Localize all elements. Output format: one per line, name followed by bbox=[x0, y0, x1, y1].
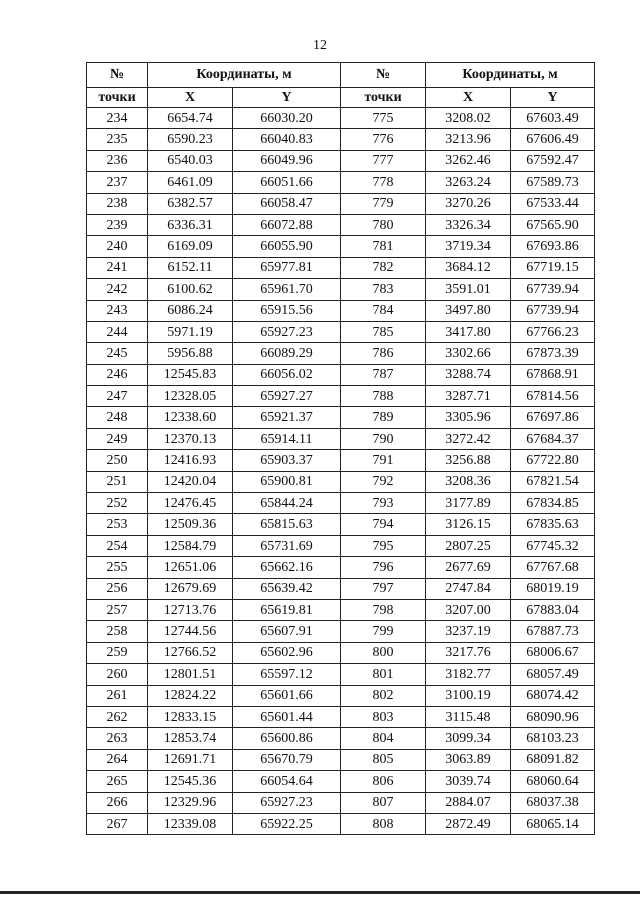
x-value-right: 3115.48 bbox=[426, 706, 511, 727]
x-value-left: 6540.03 bbox=[148, 150, 233, 171]
x-value-left: 12766.52 bbox=[148, 642, 233, 663]
table-row bbox=[87, 535, 595, 556]
x-value-left: 6169.09 bbox=[148, 236, 233, 257]
x-value-right: 3305.96 bbox=[426, 407, 511, 428]
y-value-right: 67835.63 bbox=[511, 514, 595, 535]
point-number-right: 789 bbox=[341, 407, 426, 428]
point-number-left: 241 bbox=[87, 257, 148, 278]
coordinates-header-right: Координаты, м bbox=[426, 63, 595, 88]
table-row bbox=[87, 279, 595, 300]
x-value-left: 12651.06 bbox=[148, 557, 233, 578]
x-value-right: 3217.76 bbox=[426, 642, 511, 663]
y-value-right: 67887.73 bbox=[511, 621, 595, 642]
x-value-left: 12744.56 bbox=[148, 621, 233, 642]
point-number-right: 776 bbox=[341, 129, 426, 150]
table-body bbox=[87, 108, 595, 835]
y-value-right: 67767.68 bbox=[511, 557, 595, 578]
table-row bbox=[87, 792, 595, 813]
coordinates-header-left: Координаты, м bbox=[148, 63, 341, 88]
x-value-left: 12584.79 bbox=[148, 535, 233, 556]
x-value-right: 3719.34 bbox=[426, 236, 511, 257]
x-value-left: 6100.62 bbox=[148, 279, 233, 300]
y-value-right: 68006.67 bbox=[511, 642, 595, 663]
y-value-left: 66056.02 bbox=[233, 364, 341, 385]
point-number-left: 238 bbox=[87, 193, 148, 214]
y-value-left: 65662.16 bbox=[233, 557, 341, 578]
table-row bbox=[87, 150, 595, 171]
x-value-right: 3039.74 bbox=[426, 771, 511, 792]
y-value-left: 65977.81 bbox=[233, 257, 341, 278]
y-value-left: 65602.96 bbox=[233, 642, 341, 663]
x-value-right: 3263.24 bbox=[426, 172, 511, 193]
y-value-left: 66054.64 bbox=[233, 771, 341, 792]
y-value-left: 65639.42 bbox=[233, 578, 341, 599]
x-value-right: 3237.19 bbox=[426, 621, 511, 642]
x-value-right: 3099.34 bbox=[426, 728, 511, 749]
x-value-left: 5971.19 bbox=[148, 321, 233, 342]
y-value-right: 67745.32 bbox=[511, 535, 595, 556]
x-value-right: 2884.07 bbox=[426, 792, 511, 813]
y-value-right: 68057.49 bbox=[511, 664, 595, 685]
y-value-right: 67722.80 bbox=[511, 450, 595, 471]
y-value-left: 65927.23 bbox=[233, 321, 341, 342]
x-value-left: 12329.96 bbox=[148, 792, 233, 813]
x-value-left: 12339.08 bbox=[148, 813, 233, 834]
y-value-left: 65914.11 bbox=[233, 428, 341, 449]
point-number-left: 253 bbox=[87, 514, 148, 535]
x-value-right: 3063.89 bbox=[426, 749, 511, 770]
y-value-right: 67814.56 bbox=[511, 386, 595, 407]
point-number-left: 252 bbox=[87, 493, 148, 514]
point-number-right: 799 bbox=[341, 621, 426, 642]
y-value-left: 65922.25 bbox=[233, 813, 341, 834]
x-value-left: 12691.71 bbox=[148, 749, 233, 770]
x-value-right: 3262.46 bbox=[426, 150, 511, 171]
x-value-left: 12370.13 bbox=[148, 428, 233, 449]
y-value-right: 67697.86 bbox=[511, 407, 595, 428]
x-value-left: 12824.22 bbox=[148, 685, 233, 706]
point-number-right: 806 bbox=[341, 771, 426, 792]
point-number-left: 266 bbox=[87, 792, 148, 813]
y-value-left: 65731.69 bbox=[233, 535, 341, 556]
y-value-left: 65903.37 bbox=[233, 450, 341, 471]
table-row bbox=[87, 108, 595, 129]
table-row bbox=[87, 129, 595, 150]
point-number-right: 808 bbox=[341, 813, 426, 834]
table-row bbox=[87, 749, 595, 770]
header-row-bottom bbox=[87, 88, 595, 108]
table-row bbox=[87, 771, 595, 792]
x-value-left: 12679.69 bbox=[148, 578, 233, 599]
y-value-left: 65915.56 bbox=[233, 300, 341, 321]
point-number-right: 805 bbox=[341, 749, 426, 770]
table-row bbox=[87, 236, 595, 257]
x-value-right: 2807.25 bbox=[426, 535, 511, 556]
point-number-left: 255 bbox=[87, 557, 148, 578]
point-number-left: 244 bbox=[87, 321, 148, 342]
table-row bbox=[87, 599, 595, 620]
y-value-right: 67739.94 bbox=[511, 279, 595, 300]
x-value-right: 3302.66 bbox=[426, 343, 511, 364]
x-value-left: 12416.93 bbox=[148, 450, 233, 471]
y-value-right: 67603.49 bbox=[511, 108, 595, 129]
x-value-left: 6086.24 bbox=[148, 300, 233, 321]
table-row bbox=[87, 664, 595, 685]
point-number-left: 261 bbox=[87, 685, 148, 706]
x-value-right: 2677.69 bbox=[426, 557, 511, 578]
x-value-right: 3208.36 bbox=[426, 471, 511, 492]
point-number-right: 780 bbox=[341, 214, 426, 235]
y-value-right: 68065.14 bbox=[511, 813, 595, 834]
table-row bbox=[87, 685, 595, 706]
y-value-left: 66072.88 bbox=[233, 214, 341, 235]
table-row bbox=[87, 321, 595, 342]
x-value-left: 12833.15 bbox=[148, 706, 233, 727]
x-value-right: 3417.80 bbox=[426, 321, 511, 342]
y-value-left: 65619.81 bbox=[233, 599, 341, 620]
point-number-left: 256 bbox=[87, 578, 148, 599]
x-value-left: 12476.45 bbox=[148, 493, 233, 514]
y-value-right: 67565.90 bbox=[511, 214, 595, 235]
table-row bbox=[87, 193, 595, 214]
x-value-left: 6654.74 bbox=[148, 108, 233, 129]
y-value-left: 65601.44 bbox=[233, 706, 341, 727]
x-value-right: 3591.01 bbox=[426, 279, 511, 300]
y-value-right: 67606.49 bbox=[511, 129, 595, 150]
point-number-right: 784 bbox=[341, 300, 426, 321]
y-header-right: Y bbox=[511, 88, 595, 108]
y-value-left: 66058.47 bbox=[233, 193, 341, 214]
x-header-right: X bbox=[426, 88, 511, 108]
point-number-left: 260 bbox=[87, 664, 148, 685]
y-value-right: 67739.94 bbox=[511, 300, 595, 321]
x-value-left: 6461.09 bbox=[148, 172, 233, 193]
table-row bbox=[87, 407, 595, 428]
point-number-right: 790 bbox=[341, 428, 426, 449]
point-number-right: 793 bbox=[341, 493, 426, 514]
y-value-left: 66030.20 bbox=[233, 108, 341, 129]
point-number-right: 782 bbox=[341, 257, 426, 278]
y-value-left: 65927.27 bbox=[233, 386, 341, 407]
x-value-right: 2872.49 bbox=[426, 813, 511, 834]
y-value-left: 65607.91 bbox=[233, 621, 341, 642]
point-number-right: 777 bbox=[341, 150, 426, 171]
y-value-right: 68090.96 bbox=[511, 706, 595, 727]
point-number-right: 781 bbox=[341, 236, 426, 257]
point-number-right: 803 bbox=[341, 706, 426, 727]
x-value-right: 3287.71 bbox=[426, 386, 511, 407]
x-value-left: 6590.23 bbox=[148, 129, 233, 150]
y-value-right: 67873.39 bbox=[511, 343, 595, 364]
table-row bbox=[87, 300, 595, 321]
table-row bbox=[87, 214, 595, 235]
point-number-right: 807 bbox=[341, 792, 426, 813]
point-number-left: 267 bbox=[87, 813, 148, 834]
point-number-right: 792 bbox=[341, 471, 426, 492]
x-value-left: 12338.60 bbox=[148, 407, 233, 428]
table-row bbox=[87, 621, 595, 642]
x-value-left: 12801.51 bbox=[148, 664, 233, 685]
y-value-right: 68019.19 bbox=[511, 578, 595, 599]
point-number-left: 249 bbox=[87, 428, 148, 449]
x-value-left: 6382.57 bbox=[148, 193, 233, 214]
x-value-right: 3100.19 bbox=[426, 685, 511, 706]
y-value-left: 65844.24 bbox=[233, 493, 341, 514]
y-value-left: 66055.90 bbox=[233, 236, 341, 257]
x-value-left: 12328.05 bbox=[148, 386, 233, 407]
table-row bbox=[87, 428, 595, 449]
table-row bbox=[87, 343, 595, 364]
page-number: 12 bbox=[313, 38, 327, 53]
point-number-left: 245 bbox=[87, 343, 148, 364]
point-number-left: 258 bbox=[87, 621, 148, 642]
y-value-left: 65600.86 bbox=[233, 728, 341, 749]
point-number-right: 798 bbox=[341, 599, 426, 620]
x-value-right: 3207.00 bbox=[426, 599, 511, 620]
point-number-left: 254 bbox=[87, 535, 148, 556]
y-value-right: 68074.42 bbox=[511, 685, 595, 706]
point-number-left: 259 bbox=[87, 642, 148, 663]
table-row bbox=[87, 578, 595, 599]
point-number-right: 786 bbox=[341, 343, 426, 364]
x-value-right: 3288.74 bbox=[426, 364, 511, 385]
point-number-left: 237 bbox=[87, 172, 148, 193]
y-value-right: 68103.23 bbox=[511, 728, 595, 749]
point-number-right: 800 bbox=[341, 642, 426, 663]
table-row bbox=[87, 450, 595, 471]
point-number-left: 236 bbox=[87, 150, 148, 171]
x-value-right: 3213.96 bbox=[426, 129, 511, 150]
x-value-right: 3497.80 bbox=[426, 300, 511, 321]
table-row bbox=[87, 706, 595, 727]
table-row bbox=[87, 642, 595, 663]
y-value-right: 67684.37 bbox=[511, 428, 595, 449]
table-row bbox=[87, 728, 595, 749]
y-value-right: 67868.91 bbox=[511, 364, 595, 385]
y-header-left: Y bbox=[233, 88, 341, 108]
point-number-right: 794 bbox=[341, 514, 426, 535]
table-row bbox=[87, 386, 595, 407]
y-value-left: 66089.29 bbox=[233, 343, 341, 364]
y-value-left: 65927.23 bbox=[233, 792, 341, 813]
table-row bbox=[87, 493, 595, 514]
y-value-right: 68060.64 bbox=[511, 771, 595, 792]
y-value-left: 65921.37 bbox=[233, 407, 341, 428]
x-value-left: 12420.04 bbox=[148, 471, 233, 492]
point-number-right: 775 bbox=[341, 108, 426, 129]
point-number-right: 804 bbox=[341, 728, 426, 749]
point-number-left: 263 bbox=[87, 728, 148, 749]
x-value-left: 5956.88 bbox=[148, 343, 233, 364]
point-number-left: 234 bbox=[87, 108, 148, 129]
point-number-left: 251 bbox=[87, 471, 148, 492]
point-number-left: 240 bbox=[87, 236, 148, 257]
x-value-right: 2747.84 bbox=[426, 578, 511, 599]
point-number-right: 801 bbox=[341, 664, 426, 685]
point-number-left: 264 bbox=[87, 749, 148, 770]
point-number-header-left: № bbox=[87, 63, 148, 88]
point-number-left: 235 bbox=[87, 129, 148, 150]
point-number-right: 787 bbox=[341, 364, 426, 385]
x-value-left: 12509.36 bbox=[148, 514, 233, 535]
point-number-right: 797 bbox=[341, 578, 426, 599]
point-number-left: 262 bbox=[87, 706, 148, 727]
y-value-right: 67719.15 bbox=[511, 257, 595, 278]
x-header-left: X bbox=[148, 88, 233, 108]
y-value-left: 66040.83 bbox=[233, 129, 341, 150]
table-row bbox=[87, 813, 595, 834]
point-number-right: 795 bbox=[341, 535, 426, 556]
x-value-right: 3272.42 bbox=[426, 428, 511, 449]
y-value-right: 67834.85 bbox=[511, 493, 595, 514]
x-value-left: 6152.11 bbox=[148, 257, 233, 278]
x-value-right: 3208.02 bbox=[426, 108, 511, 129]
y-value-right: 67592.47 bbox=[511, 150, 595, 171]
y-value-right: 67766.23 bbox=[511, 321, 595, 342]
y-value-left: 65670.79 bbox=[233, 749, 341, 770]
point-number-right: 785 bbox=[341, 321, 426, 342]
point-number-left: 242 bbox=[87, 279, 148, 300]
point-label-header-right: точки bbox=[341, 88, 426, 108]
point-label-header-left: точки bbox=[87, 88, 148, 108]
y-value-right: 67693.86 bbox=[511, 236, 595, 257]
y-value-right: 67533.44 bbox=[511, 193, 595, 214]
y-value-left: 65900.81 bbox=[233, 471, 341, 492]
table-row bbox=[87, 257, 595, 278]
point-number-left: 246 bbox=[87, 364, 148, 385]
point-number-right: 779 bbox=[341, 193, 426, 214]
y-value-right: 68091.82 bbox=[511, 749, 595, 770]
x-value-right: 3126.15 bbox=[426, 514, 511, 535]
y-value-left: 65961.70 bbox=[233, 279, 341, 300]
point-number-left: 250 bbox=[87, 450, 148, 471]
x-value-left: 6336.31 bbox=[148, 214, 233, 235]
point-number-left: 265 bbox=[87, 771, 148, 792]
y-value-right: 67883.04 bbox=[511, 599, 595, 620]
point-number-right: 796 bbox=[341, 557, 426, 578]
x-value-left: 12853.74 bbox=[148, 728, 233, 749]
point-number-right: 783 bbox=[341, 279, 426, 300]
x-value-left: 12545.83 bbox=[148, 364, 233, 385]
table-row bbox=[87, 471, 595, 492]
table-row bbox=[87, 514, 595, 535]
y-value-left: 65597.12 bbox=[233, 664, 341, 685]
y-value-left: 66049.96 bbox=[233, 150, 341, 171]
point-number-left: 257 bbox=[87, 599, 148, 620]
x-value-right: 3256.88 bbox=[426, 450, 511, 471]
point-number-right: 788 bbox=[341, 386, 426, 407]
x-value-right: 3270.26 bbox=[426, 193, 511, 214]
x-value-right: 3684.12 bbox=[426, 257, 511, 278]
x-value-left: 12713.76 bbox=[148, 599, 233, 620]
y-value-right: 67589.73 bbox=[511, 172, 595, 193]
point-number-right: 778 bbox=[341, 172, 426, 193]
y-value-left: 66051.66 bbox=[233, 172, 341, 193]
point-number-left: 243 bbox=[87, 300, 148, 321]
point-number-right: 802 bbox=[341, 685, 426, 706]
point-number-left: 248 bbox=[87, 407, 148, 428]
point-number-left: 239 bbox=[87, 214, 148, 235]
y-value-left: 65601.66 bbox=[233, 685, 341, 706]
point-number-header-right: № bbox=[341, 63, 426, 88]
x-value-right: 3177.89 bbox=[426, 493, 511, 514]
point-number-right: 791 bbox=[341, 450, 426, 471]
x-value-right: 3326.34 bbox=[426, 214, 511, 235]
y-value-right: 67821.54 bbox=[511, 471, 595, 492]
y-value-right: 68037.38 bbox=[511, 792, 595, 813]
coordinates-table bbox=[86, 62, 595, 835]
x-value-right: 3182.77 bbox=[426, 664, 511, 685]
x-value-left: 12545.36 bbox=[148, 771, 233, 792]
table-row bbox=[87, 364, 595, 385]
y-value-left: 65815.63 bbox=[233, 514, 341, 535]
table-row bbox=[87, 172, 595, 193]
point-number-left: 247 bbox=[87, 386, 148, 407]
table-row bbox=[87, 557, 595, 578]
page-bottom-rule bbox=[0, 891, 640, 894]
header-row-top bbox=[87, 63, 595, 88]
